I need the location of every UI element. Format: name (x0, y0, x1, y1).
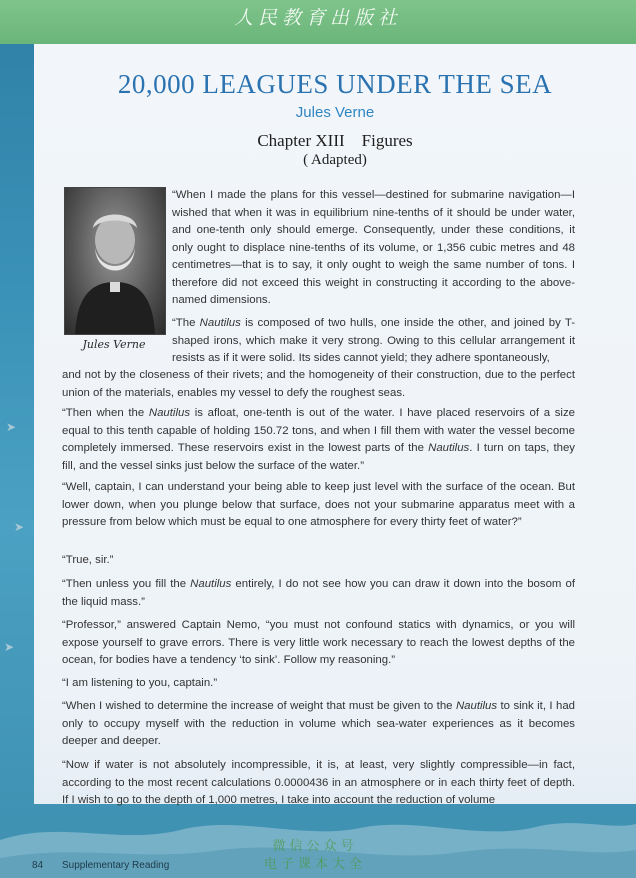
fish-icon: ➤ (6, 420, 17, 434)
page-number: 84 (32, 860, 44, 871)
adapted-note: ( Adapted) (303, 152, 367, 168)
ship-name: Nautilus (199, 317, 241, 329)
paragraph-1 (172, 187, 575, 310)
paragraph-text: “When I made the plans for this vessel—destined for submarine navigation—I wished that when it was in equilibrium nine-tenths of it should be under water, and one-tenth only should emerge. Consequently, under these conditions, it only ought to displace nine-tenths of its volume, or 1,356 cubic metres and 48 centimetres—that is to say, it only ought to weigh the same number of tons. I therefore did not exceed this weight in constructing it according to the above-named dimensions. (172, 189, 575, 306)
text-span: . I turn on taps, they fill, and the vessel sinks just below the surface of the water.” (62, 442, 575, 472)
ship-name: Nautilus (148, 407, 191, 419)
ship-name: Nautilus (190, 578, 232, 590)
paragraph-text: “Now if water is not absolutely incompressible, it is, at least, very slightly compressible—in fact, according to the most recent calculations 0.0000436 in an atmosphere or in each thirty feet of depth. If I wish to go to the depth of 1,000 metres, I take into account the reduction of volume (62, 759, 575, 806)
paragraph-8 (62, 675, 575, 693)
paragraph-6 (62, 576, 575, 611)
paragraph-text: “True, sir.” (62, 554, 114, 566)
paragraph-10 (62, 757, 575, 810)
paragraph-text: “Professor,” answered Captain Nemo, “you must not confound statics with dynamics, or you will expose yourself to grave errors. There is very little work necessary to reach the lowest depths of the ocean, for bodies have a tendency ‘to sink’. Follow my reasoning.” (62, 619, 575, 666)
chapter-heading: Chapter XIII Figures (257, 131, 413, 150)
paragraph-text: “I am listening to you, captain.” (62, 677, 218, 689)
paragraph-2 (172, 315, 575, 368)
paragraph-3 (62, 405, 575, 475)
watermark (255, 838, 375, 874)
article-title: 20,000 LEAGUES UNDER THE SEA (117, 69, 553, 99)
paragraph-2-continued (62, 367, 575, 402)
paragraph-7 (62, 617, 575, 670)
text-span: “Then when the (62, 407, 149, 419)
text-span: is composed of two hulls, one inside the other, and joined by T-shaped irons, which make it very strong. Owing to this cellular arrangement it resists as if it were solid. Its sides cannot yield; they adhere spontaneously, (172, 317, 575, 364)
text-span: to sink it, I had only to occupy myself with the reduction in volume which sea-water experiences as it becomes deeper and deeper. (62, 700, 576, 747)
ship-name: Nautilus (428, 442, 470, 454)
portrait-caption: Jules Verne (82, 338, 146, 351)
fish-icon: ➤ (4, 640, 15, 654)
paragraph-4 (62, 479, 575, 532)
text-span: “The (172, 317, 200, 329)
text-span: entirely, I do not see how you can draw it down into the bosom of the liquid mass.” (62, 578, 575, 608)
paragraph-9 (62, 698, 575, 751)
watermark-line: 微信公众号 (272, 839, 358, 854)
paragraph-text: “Well, captain, I can understand your being able to keep just level with the surface of the ocean. But lower down, when you plunge below that surface, does not your submarine apparatus meet with a pressure from below which must be equal to one atmosphere for every thirty feet of water?” (62, 481, 575, 528)
article-author: Jules Verne (295, 104, 375, 121)
paragraph-text: and not by the closeness of their rivets; and the homogeneity of their construction, due to the perfect union of the materials, enables my vessel to defy the roughest seas. (62, 369, 575, 399)
paragraph-5 (62, 552, 575, 570)
publisher-logo: 人民教育出版社 (233, 7, 402, 29)
section-label: Supplementary Reading (62, 860, 170, 871)
text-span: “Then unless you fill the (62, 578, 191, 590)
author-portrait (64, 187, 166, 335)
ship-name: Nautilus (455, 700, 498, 712)
fish-icon: ➤ (14, 520, 25, 534)
text-span: is afloat, one-tenth is out of the water. I have placed reservoirs of a size equal to this tenth capable of holding 150.72 tons, and when I fill them with water the vessel become completely immersed. These reservoirs exist in the lowest parts of the (62, 407, 575, 454)
watermark-line: 电子课本大全 (263, 857, 366, 872)
text-span: “When I wished to determine the increase of weight that must be given to the (62, 700, 456, 712)
